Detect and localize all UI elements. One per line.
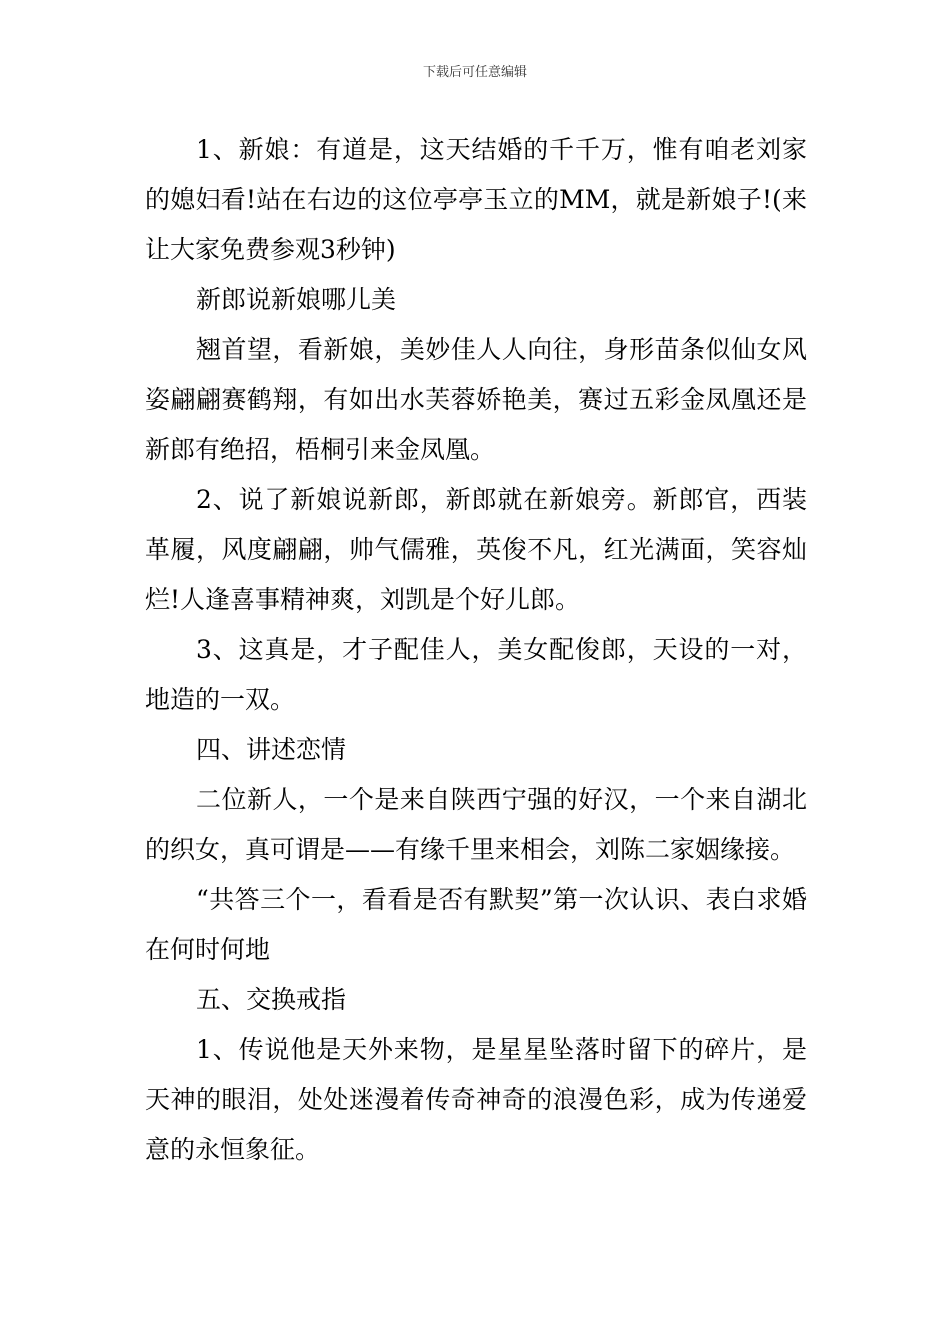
paragraph-perfect-match: 3、这真是，才子配佳人，美女配俊郎，天设的一对，地造的一双。 xyxy=(145,635,807,714)
document-body xyxy=(145,125,807,1175)
page-header: 下载后可任意编辑 xyxy=(422,65,527,80)
section-heading-love-story: 四、讲述恋情 xyxy=(196,735,347,764)
paragraph-quiz: “共答三个一，看看是否有默契”第一次认识、表白求婚在何时何地 xyxy=(145,885,807,964)
section-heading-ring-exchange: 五、交换戒指 xyxy=(196,985,347,1014)
paragraph-groom-praises-bride-heading: 新郎说新娘哪儿美 xyxy=(196,285,397,314)
paragraph-ring-legend: 1、传说他是天外来物，是星星坠落时留下的碎片，是天神的眼泪，处处迷漫着传奇神奇的浪漫色彩，成为传递爱意的永恒象征。 xyxy=(145,1035,807,1164)
paragraph-love-story: 二位新人，一个是来自陕西宁强的好汉，一个来自湖北的织女，真可谓是——有缘千里来相会，刘陈二家姻缘接。 xyxy=(145,785,807,864)
paragraph-bride-intro: 1、新娘：有道是，这天结婚的千千万，惟有咱老刘家的媳妇看!站在右边的这位亭亭玉立的MM，就是新娘子!(来让大家免费参观3秒钟) xyxy=(145,135,807,264)
paragraph-groom-intro: 2、说了新娘说新郎，新郎就在新娘旁。新郎官，西装革履，风度翩翩，帅气儒雅，英俊不凡，红光满面，笑容灿烂!人逢喜事精神爽，刘凯是个好儿郎。 xyxy=(145,485,807,614)
paragraph-bride-poem: 翘首望，看新娘，美妙佳人人向往，身形苗条似仙女风姿翩翩赛鹤翔，有如出水芙蓉娇艳美，赛过五彩金凤凰还是新郎有绝招，梧桐引来金凤凰。 xyxy=(145,335,807,464)
